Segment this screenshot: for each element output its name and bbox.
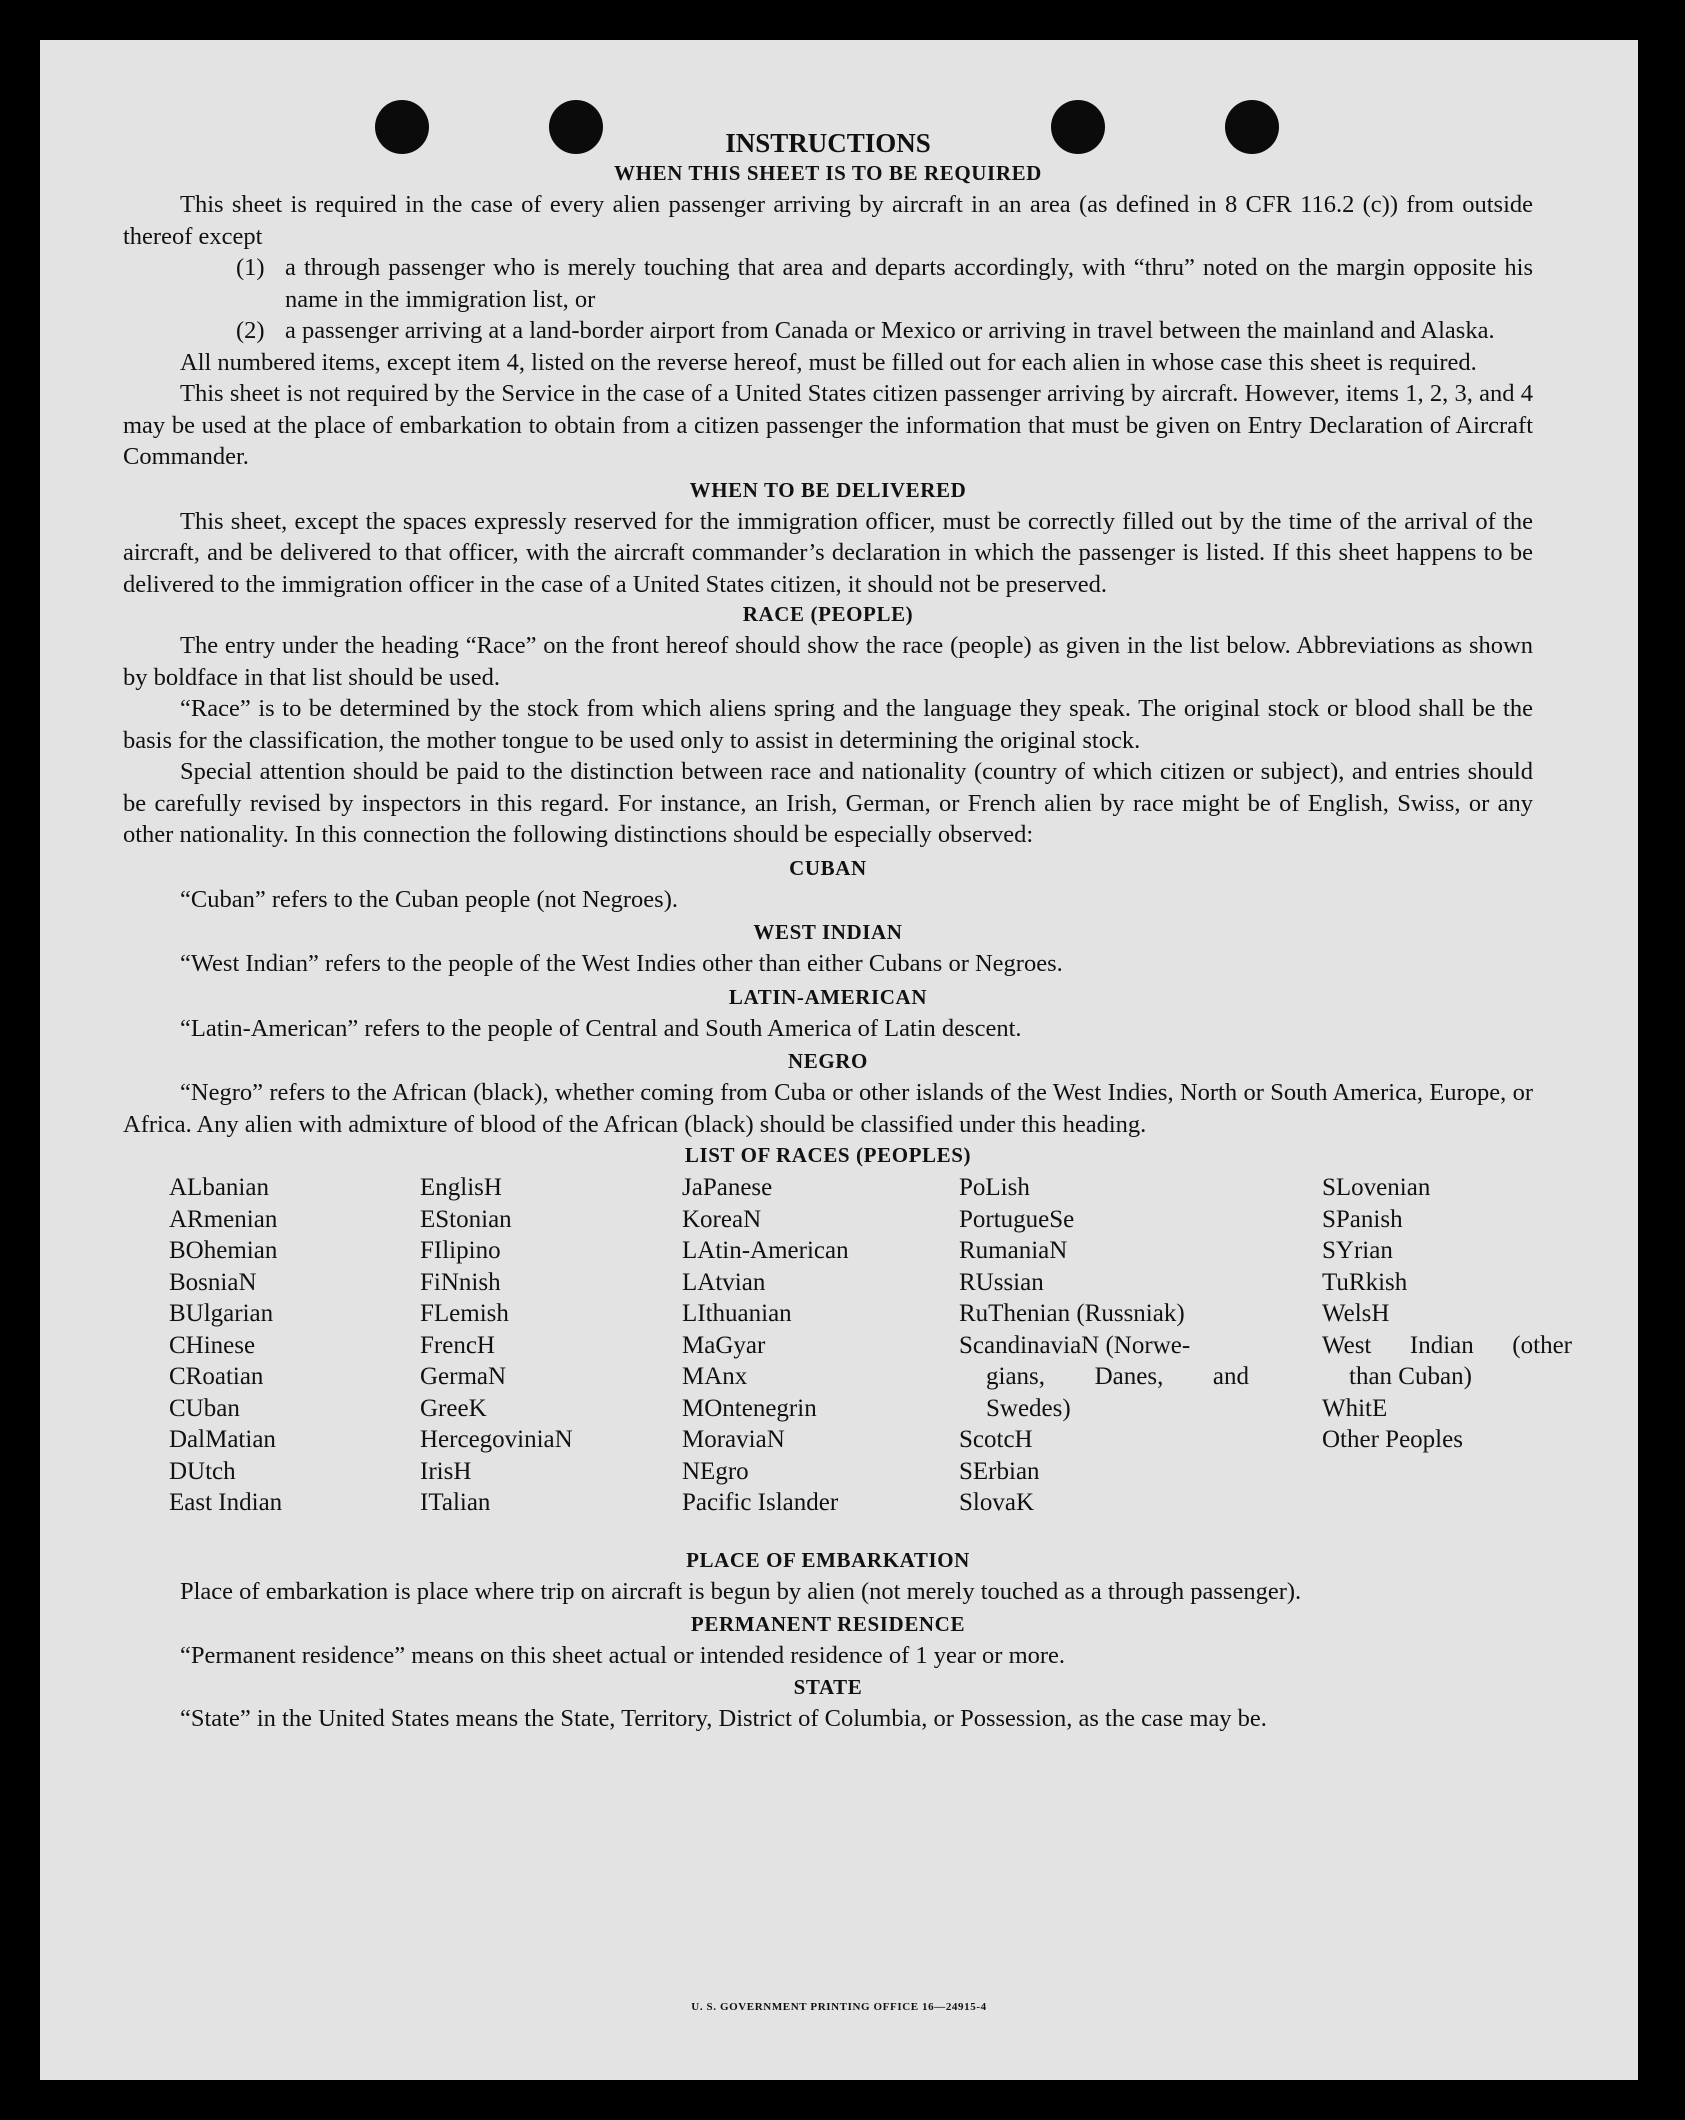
exception-item: (2) a passenger arriving at a land-border airport from Canada or Mexico or arriving in travel between the mainland and Alaska. (236, 317, 1495, 344)
delivered-paragraph: This sheet, except the spaces expressly reserved for the immigration officer, must be correctly filled out by the time of the arrival of the aircraft, and be delivered to that officer, with the aircraft commander’s declaration in which the passenger is listed. If this sheet happens to be delivered to the immigration officer in the case of a United States citizen, it should not be preserved. (123, 507, 1533, 598)
race-entry: FIlipino (420, 1237, 501, 1264)
race-entry: JaPanese (682, 1174, 773, 1201)
race-entry: ScotcH (959, 1426, 1033, 1453)
race-entry: CUban (169, 1394, 240, 1422)
race-entry: MaGyar (682, 1331, 766, 1359)
race-entry: SYrian (1322, 1237, 1393, 1264)
race-entry: MoraviaN (682, 1426, 785, 1453)
definition-heading: LATIN-AMERICAN (728, 984, 928, 1009)
race-entry: GermaN (420, 1363, 507, 1390)
race-entry: ALbanian (169, 1174, 269, 1201)
race-entry: RumaniaN (959, 1237, 1068, 1264)
race-entry: ITalian (420, 1489, 491, 1516)
race-entry: DUtch (169, 1457, 236, 1485)
race-entry: WelsH (1322, 1300, 1390, 1327)
race-entry: Swedes) (986, 1394, 1071, 1422)
exception-item: (1) a through passenger who is merely touching that area and departs accordingly, with “thru” noted on the margin opposite his name in the immigration list, or (236, 254, 1533, 313)
race-entry: HercegoviniaN (420, 1426, 573, 1453)
race-entry: gians, Danes, and (986, 1363, 1249, 1390)
race-paragraph: Special attention should be paid to the distinction between race and nationality (country of which citizen or subject), and entries should be carefully revised by inspectors in this regard. For instance, an Irish, German, or French alien by race might be of English, Swiss, or any other nationality. In this connection the following distinctions should be especially observed: (123, 758, 1533, 848)
definition-heading: WEST INDIAN (753, 920, 903, 944)
races-column (169, 1172, 282, 1519)
race-entry: Other Peoples (1322, 1426, 1463, 1453)
section-heading-delivered: WHEN TO BE DELIVERED (689, 477, 967, 502)
races-column (420, 1172, 573, 1519)
races-column (959, 1172, 1249, 1519)
race-entry: FiNnish (420, 1268, 501, 1296)
residence-paragraph: “Permanent residence” means on this sheet actual or intended residence of 1 year or more. (180, 1641, 1066, 1669)
race-entry: SlovaK (959, 1489, 1034, 1516)
race-entry: DalMatian (169, 1426, 276, 1453)
instructions-content (123, 128, 1572, 1735)
required-intro: This sheet is required in the case of every alien passenger arriving by aircraft in an area (as defined in 8 CFR 116.2 (c)) from outside thereof except (123, 191, 1533, 250)
race-entry: SPanish (1322, 1205, 1403, 1233)
race-entry: West Indian (other (1322, 1331, 1572, 1359)
race-entry: PortugueSe (959, 1205, 1075, 1233)
definition-heading: NEGRO (787, 1049, 868, 1073)
section-heading-residence: PERMANENT RESIDENCE (690, 1611, 966, 1636)
section-heading-embarkation: PLACE OF EMBARKATION (686, 1548, 970, 1572)
document-sheet (40, 40, 1638, 2080)
definition-text: “West Indian” refers to the people of the West Indies other than either Cubans or Negroes. (180, 950, 1063, 977)
race-entry: than Cuban) (1349, 1363, 1472, 1390)
required-paragraph: This sheet is not required by the Service in the case of a United States citizen passenger arriving by aircraft. However, items 1, 2, 3, and 4 may be used at the place of embarkation to obtain from a citizen passenger the information that must be given on Entry Declaration of Aircraft Commander. (123, 380, 1533, 470)
race-entry: EnglisH (420, 1174, 502, 1201)
race-entry: FLemish (420, 1300, 509, 1327)
race-paragraph: The entry under the heading “Race” on the front hereof should show the race (people) as given in the list below. Abbreviations as shown by boldface in that list should be used. (123, 632, 1533, 691)
race-entry: KoreaN (682, 1205, 762, 1233)
race-entry: MAnx (682, 1363, 748, 1390)
definition-text: “Cuban” refers to the Cuban people (not Negroes). (180, 885, 678, 913)
race-entry: NEgro (682, 1457, 749, 1485)
race-entry: SLovenian (1322, 1174, 1431, 1201)
race-entry: FrencH (420, 1331, 495, 1359)
race-entry: LAtin-American (682, 1237, 849, 1264)
race-entry: ScandinaviaN (Norwe- (959, 1331, 1191, 1359)
race-entry: GreeK (420, 1394, 487, 1422)
page-title: INSTRUCTIONS (725, 128, 931, 158)
race-entry: Pacific Islander (682, 1489, 839, 1516)
races-list-heading: LIST OF RACES (PEOPLES) (684, 1143, 972, 1167)
race-entry: CHinese (169, 1331, 256, 1359)
state-paragraph: “State” in the United States means the State, Territory, District of Columbia, or Possession, as the case may be. (180, 1705, 1267, 1732)
race-entry: BosniaN (169, 1268, 257, 1296)
race-entry: RuThenian (Russniak) (959, 1300, 1185, 1327)
race-entry: LAtvian (682, 1268, 766, 1296)
races-column (1322, 1172, 1572, 1456)
race-entry: IrisH (420, 1457, 472, 1485)
definition-heading: CUBAN (789, 855, 867, 880)
race-entry: RUssian (959, 1268, 1044, 1296)
required-paragraph: All numbered items, except item 4, listed on the reverse hereof, must be filled out for each alien in whose case this sheet is required. (180, 348, 1477, 376)
race-entry: EStonian (420, 1205, 512, 1233)
section-heading-race: RACE (PEOPLE) (742, 602, 914, 626)
section-heading-required: WHEN THIS SHEET IS TO BE REQUIRED (614, 161, 1042, 185)
race-entry: BUlgarian (169, 1300, 274, 1327)
definition-text: “Latin-American” refers to the people of Central and South America of Latin descent. (180, 1014, 1022, 1042)
race-entry: LIthuanian (682, 1300, 792, 1327)
section-heading-state: STATE (793, 1675, 863, 1699)
race-entry: ARmenian (169, 1205, 278, 1233)
race-entry: BOhemian (169, 1237, 278, 1264)
races-list (123, 1172, 1572, 1544)
race-paragraph: “Race” is to be determined by the stock from which aliens spring and the language they speak. The original stock or blood shall be the basis for the classification, the mother tongue to be used only to assist in determining the original stock. (123, 695, 1533, 754)
race-entry: PoLish (959, 1174, 1030, 1201)
race-entry: MOntenegrin (682, 1394, 817, 1422)
printer-imprint: U. S. GOVERNMENT PRINTING OFFICE 16—24915-4 (691, 2001, 987, 2013)
race-entry: SErbian (959, 1457, 1040, 1485)
embarkation-paragraph: Place of embarkation is place where trip on aircraft is begun by alien (not merely touched as a through passenger). (180, 1578, 1302, 1605)
race-entry: East Indian (169, 1489, 283, 1516)
definition-text: “Negro” refers to the African (black), whether coming from Cuba or other islands of the West Indies, North or South America, Europe, or Africa. Any alien with admixture of blood of the African (black) should be classified under this heading. (123, 1079, 1533, 1138)
race-entry: CRoatian (169, 1363, 264, 1390)
races-column (682, 1172, 849, 1519)
race-entry: WhitE (1322, 1394, 1388, 1422)
race-entry: TuRkish (1322, 1268, 1408, 1296)
